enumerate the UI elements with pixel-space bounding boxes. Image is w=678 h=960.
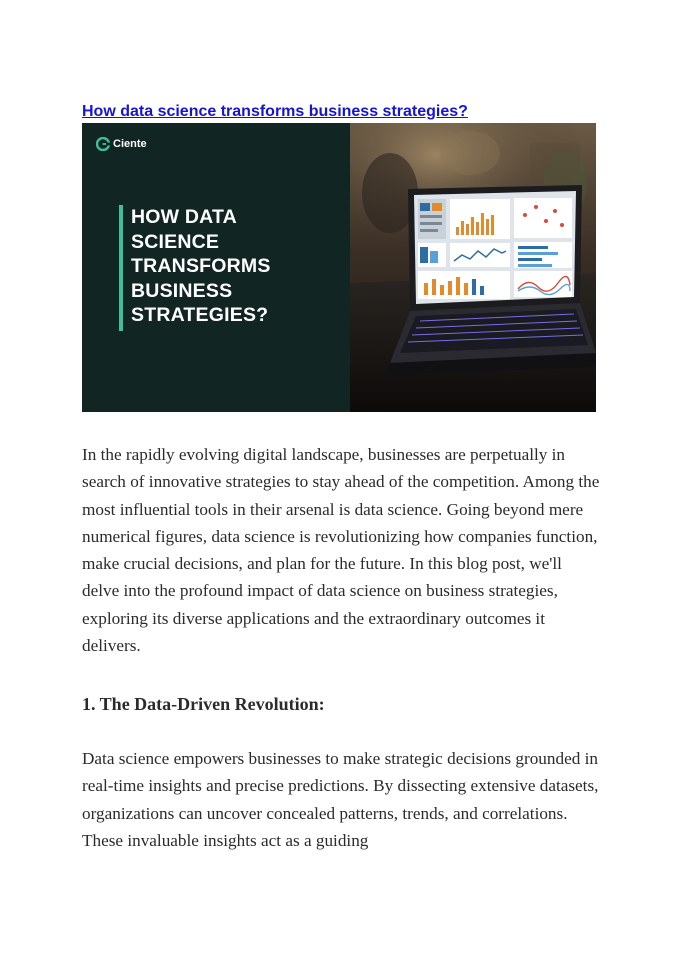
hero-heading: HOW DATA SCIENCE TRANSFORMS BUSINESS STRATEGIES? xyxy=(131,206,271,326)
intro-paragraph: In the rapidly evolving digital landscape, businesses are perpetually in search of innovative strategies to stay ahead of the competition. Among the most influential tools in their arsenal is data science. Going beyond mere numerical figures, data science is revolutionizing how companies function, make crucial decisions, and plan for the future. In this blog post, we'll delve into the profound impact of data science on business strategies, exploring its diverse applications and the extraordinary outcomes it delivers. xyxy=(82,445,600,656)
section-paragraph: Data science empowers businesses to make strategic decisions grounded in real-time insights and precise predictions. By dissecting extensive datasets, organizations can uncover concealed patterns, trends, and correlations. These invaluable insights act as a guiding xyxy=(82,749,599,850)
ciente-logo-icon xyxy=(96,137,110,151)
laptop-illustration xyxy=(350,123,596,412)
section-heading: 1. The Data-Driven Revolution: xyxy=(82,694,325,714)
hero-text-panel xyxy=(82,123,350,412)
heading-accent-bar xyxy=(119,205,123,331)
article-title-link[interactable]: How data science transforms business strategies? xyxy=(82,103,468,120)
hero-image xyxy=(82,123,596,412)
brand-logo xyxy=(96,137,147,151)
laptop-photo xyxy=(350,123,596,412)
brand-name: Ciente xyxy=(113,138,147,150)
